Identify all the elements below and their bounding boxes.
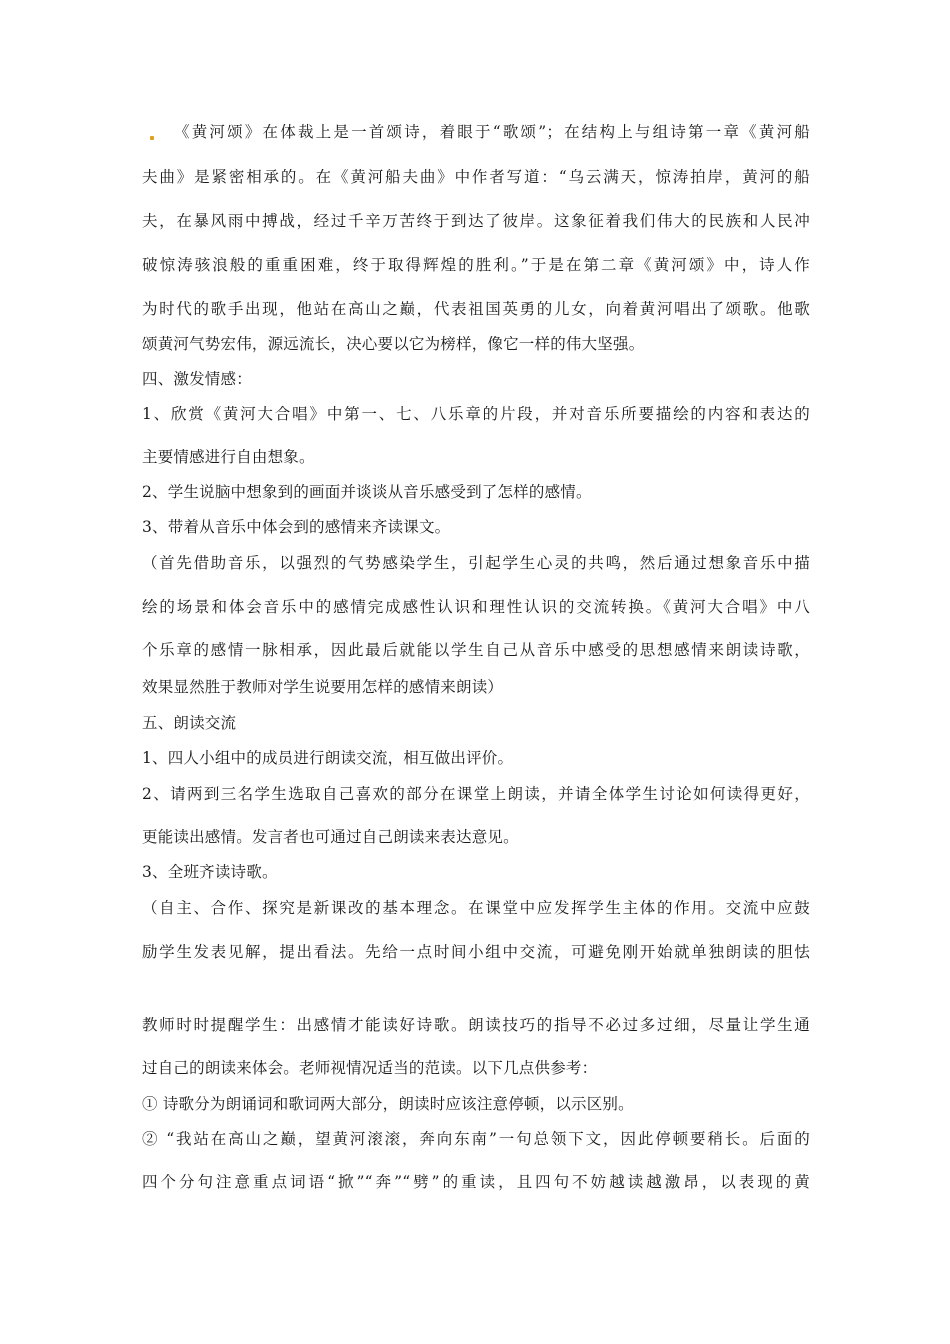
paragraph-line: 教师时时提醒学生：出感情才能读好诗歌。朗读技巧的指导不必过多过细，尽量让学生通 xyxy=(142,1016,810,1034)
paragraph-line: （自主、合作、探究是新课改的基本理念。在课堂中应发挥学生主体的作用。交流中应鼓 xyxy=(142,899,810,917)
highlight-mark xyxy=(150,136,154,140)
paragraph-line: 《黄河颂》在体裁上是一首颂诗，着眼于“歌颂”；在结构上与组诗第一章《黄河船 xyxy=(174,123,810,141)
list-item: 2、请两到三名学生选取自己喜欢的部分在课堂上朗读，并请全体学生讨论如何读得更好， xyxy=(142,785,810,803)
list-item: ① 诗歌分为朗诵词和歌词两大部分，朗读时应该注意停顿，以示区别。 xyxy=(142,1095,634,1113)
paragraph-line: 夫曲》是紧密相承的。在《黄河船夫曲》中作者写道：“乌云满天，惊涛拍岸，黄河的船 xyxy=(142,168,810,186)
list-item: 3、带着从音乐中体会到的感情来齐读课文。 xyxy=(142,518,451,536)
paragraph-line: 励学生发表见解，提出看法。先给一点时间小组中交流，可避免刚开始就单独朗读的胆怯 xyxy=(142,943,810,961)
paragraph-line: 效果显然胜于教师对学生说要用怎样的感情来朗读） xyxy=(142,678,504,696)
paragraph-line: 绘的场景和体会音乐中的感情完成感性认识和理性认识的交流转换。《黄河大合唱》中八 xyxy=(142,598,810,616)
paragraph-line: （首先借助音乐，以强烈的气势感染学生，引起学生心灵的共鸣，然后通过想象音乐中描 xyxy=(142,554,810,572)
paragraph-line: 为时代的歌手出现，他站在高山之巅，代表祖国英勇的儿女，向着黄河唱出了颂歌。他歌 xyxy=(142,300,810,318)
list-item: 2、学生说脑中想象到的画面并谈谈从音乐感受到了怎样的感情。 xyxy=(142,483,592,501)
paragraph-line: 过自己的朗读来体会。老师视情况适当的范读。以下几点供参考： xyxy=(142,1059,598,1077)
list-item: 1、欣赏《黄河大合唱》中第一、七、八乐章的片段，并对音乐所要描绘的内容和表达的 xyxy=(142,405,810,423)
list-item: 1、四人小组中的成员进行朗读交流，相互做出评价。 xyxy=(142,749,514,767)
paragraph-line: 颂黄河气势宏伟，源远流长，决心要以它为榜样，像它一样的伟大坚强。 xyxy=(142,335,645,353)
list-item: ② “我站在高山之巅，望黄河滚滚，奔向东南”一句总领下文，因此停顿要稍长。后面的 xyxy=(142,1130,810,1148)
list-item: 3、全班齐读诗歌。 xyxy=(142,863,278,881)
paragraph-line: 破惊涛骇浪般的重重困难，终于取得辉煌的胜利。”于是在第二章《黄河颂》中，诗人作 xyxy=(142,256,810,274)
list-item: 更能读出感情。发言者也可通过自己朗读来表达意见。 xyxy=(142,828,519,846)
section-heading: 四、激发情感： xyxy=(142,370,252,388)
paragraph-line: 个乐章的感情一脉相承，因此最后就能以学生自己从音乐中感受的思想感情来朗读诗歌， xyxy=(142,641,810,659)
list-item: 主要情感进行自由想象。 xyxy=(142,448,315,466)
paragraph-line: 四个分句注意重点词语“掀”“奔”“劈”的重读，且四句不妨越读越激昂，以表现的黄 xyxy=(142,1173,810,1191)
section-heading: 五、朗读交流 xyxy=(142,714,237,732)
paragraph-line: 夫，在暴风雨中搏战，经过千辛万苦终于到达了彼岸。这象征着我们伟大的民族和人民冲 xyxy=(142,212,810,230)
